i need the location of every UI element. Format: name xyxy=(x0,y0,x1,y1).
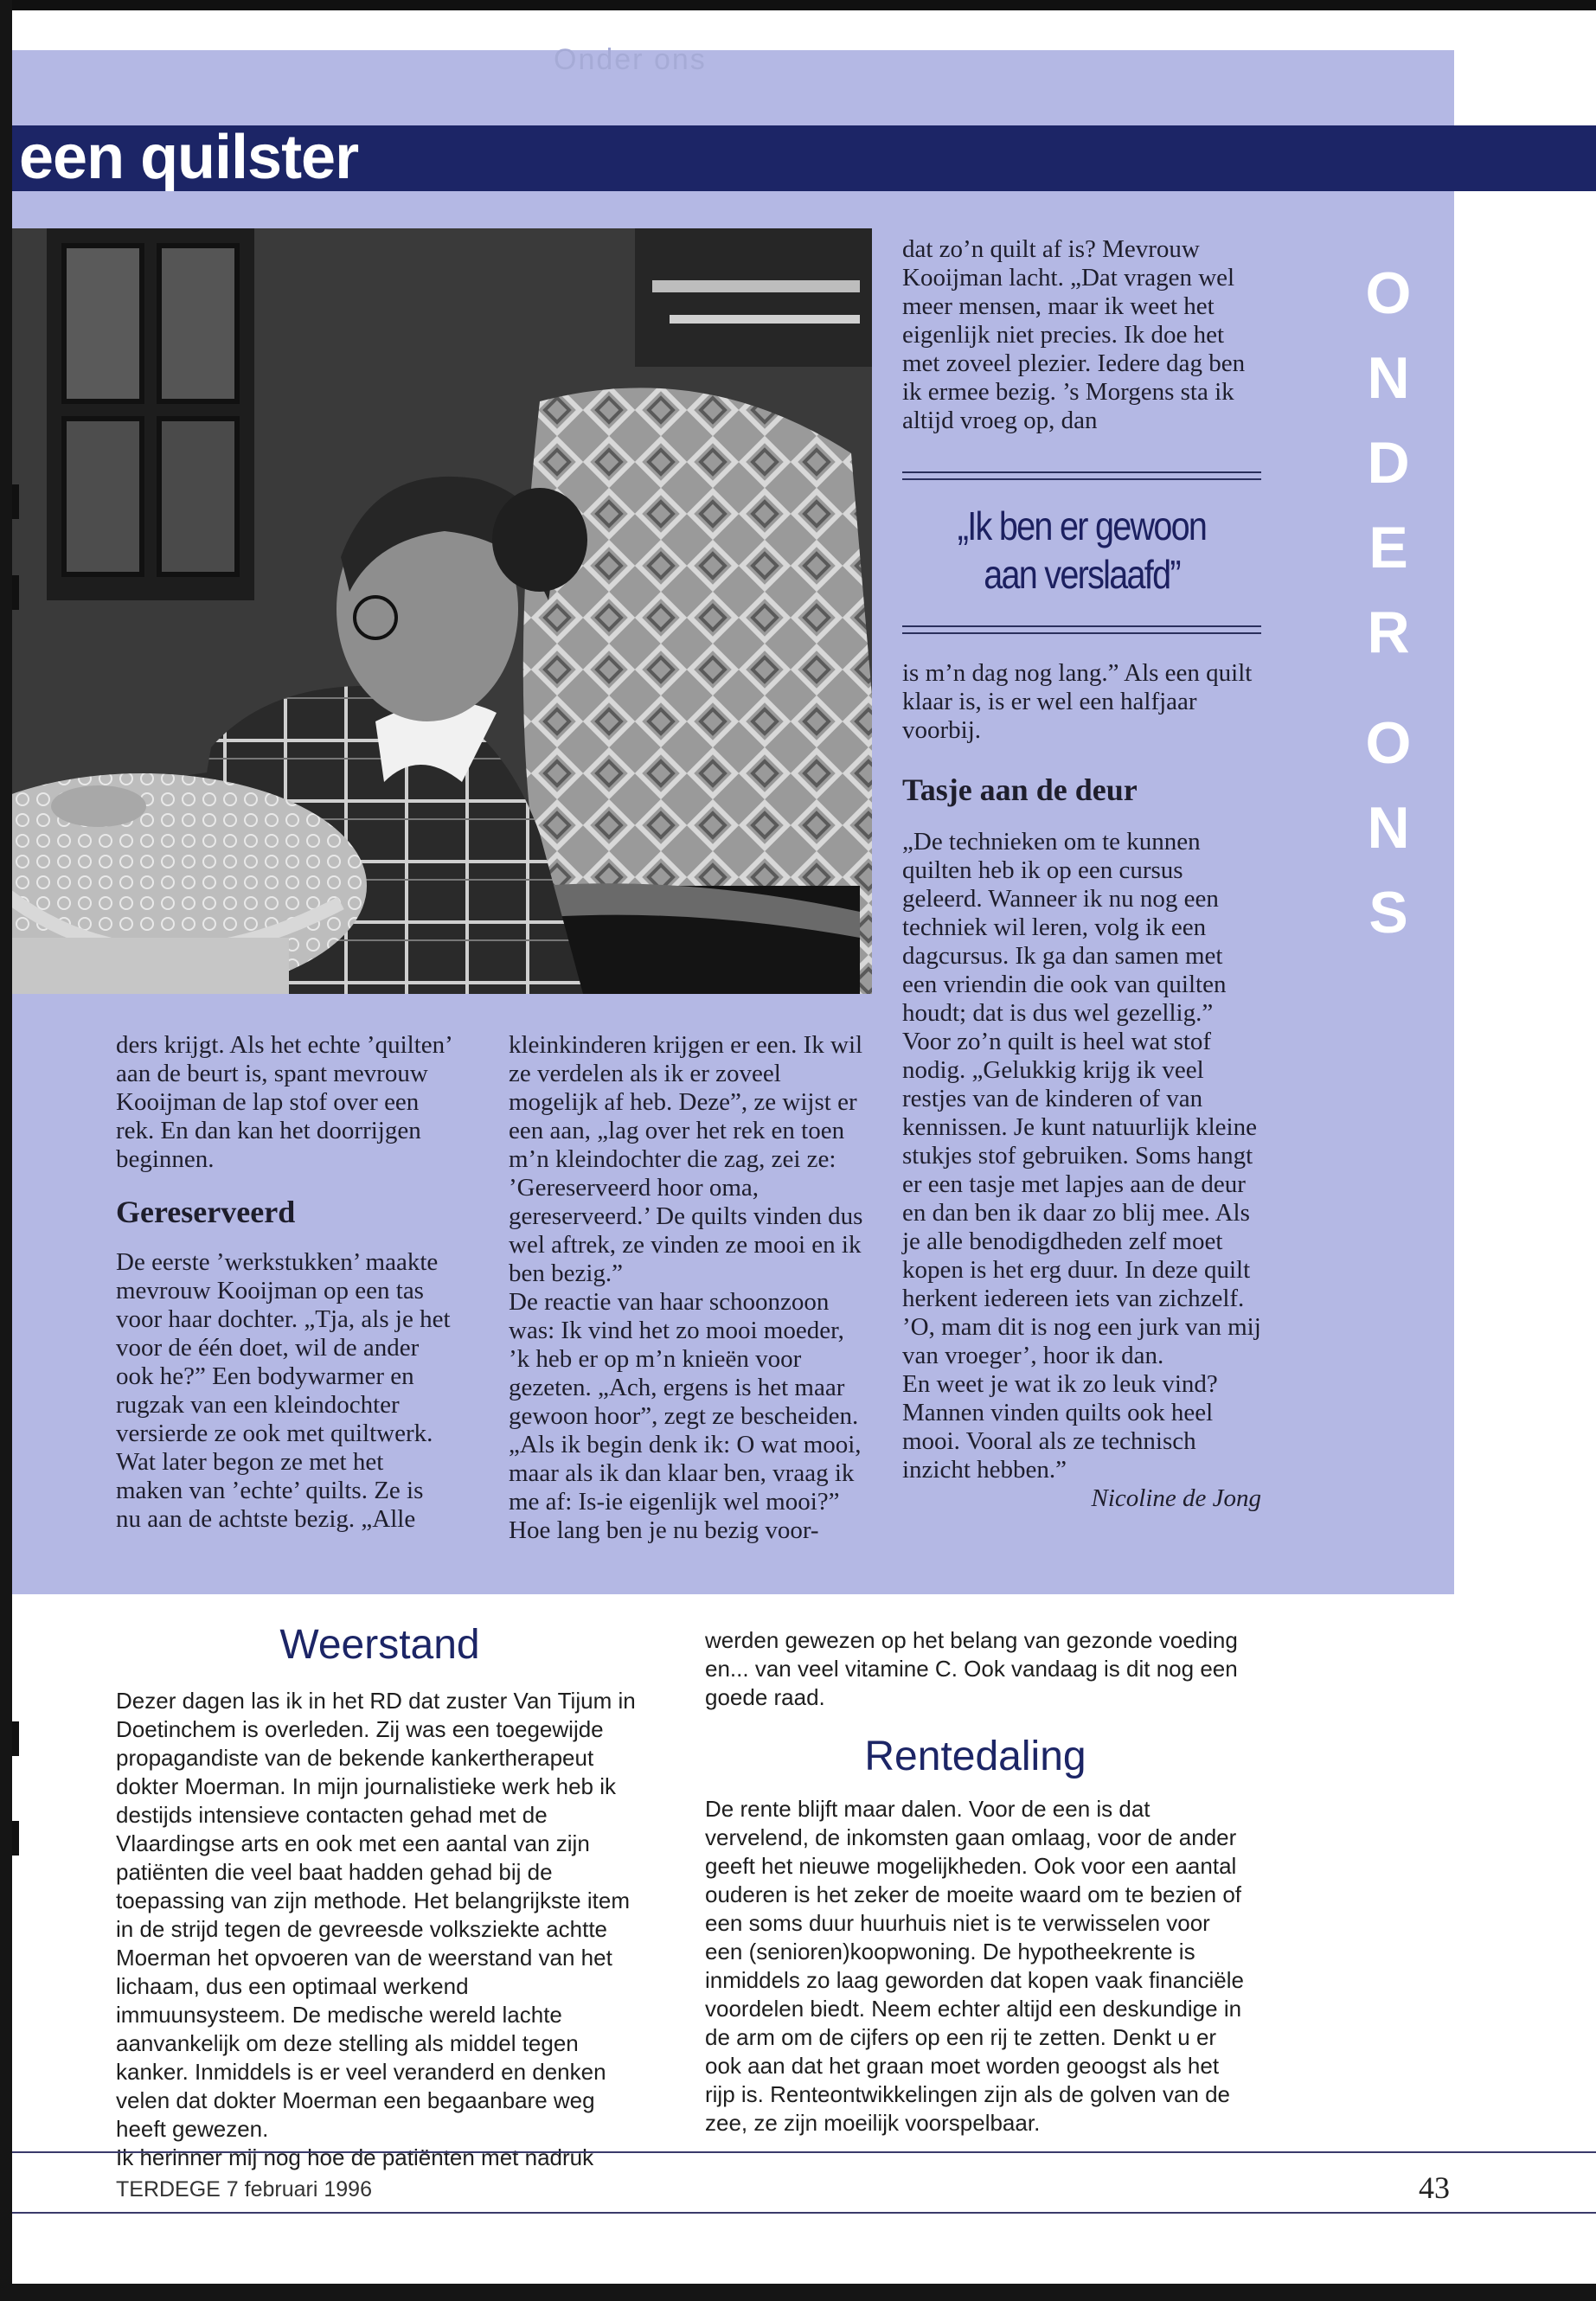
article-paragraph: Wat later begon ze met het maken van ’echte’ quilts. Ze is nu aan de achtste bezig. „Alle xyxy=(116,1448,424,1533)
section-label-letter: O xyxy=(1365,260,1412,326)
weerstand-paragraph: Ik herinner mij nog hoe de patiënten met nadruk xyxy=(116,2144,594,2170)
scan-edge-left xyxy=(0,0,12,2301)
article-paragraph: „De technieken om te kunnen quilten heb ik op een cursus geleerd. Wanneer ik nu nog een techniek wil leren, volg ik een dagcursus. Ik ga dan samen met een vriendin die ook van quilten houdt; dat is dus wel gezellig.” Voor zo’n quilt is heel wat stof nodig. „Gelukkig krijg ik veel restjes van de kinderen of van kennissen. Je kunt natuurlijk kleine stukjes stof gebruiken. Soms hangt er een tasje met lapjes aan de deur en dan ben ik daar zo blij mee. Als je alle benodigdheden zelf moet kopen is het erg duur. In deze quilt herkent iedereen iets van zichzelf. ’O, mam dit is nog een jurk van mij van vroeger’, hoor ik dan. xyxy=(902,828,1261,1369)
scan-edge-bottom xyxy=(0,2284,1596,2301)
weerstand-paragraph: Dezer dagen las ik in het RD dat zuster Van Tijum in Doetinchem is overleden. Zij was een toegewijde propagandiste van de bekende kankertherapeut dokter Moerman. In mijn journalistieke werk heb ik destijds intensieve contacten gehad met de Vlaardingse arts en ook met een aantal van zijn patiënten die veel baat hadden gehad bij de toepassing van zijn methode. Het belangrijkste item in de strijd tegen de gevreesde volksziekte achtte Moerman het opvoeren van de weerstand van het lichaam, dus een optimaal werkend immuunsysteem. De medische wereld lachte aanvankelijk om deze stelling als middel tegen kanker. Inmiddels is er veel veranderd en denken velen dat dokter Moerman een begaanbare weg heeft gewezen. xyxy=(116,1688,636,2142)
article-column-2 xyxy=(509,1031,868,1545)
photo-woman-quilting xyxy=(12,228,872,994)
pull-quote-rule xyxy=(902,471,1261,473)
scan-mark xyxy=(12,484,19,519)
scan-mark xyxy=(12,1721,19,1756)
rentedaling-paragraph: De rente blijft maar dalen. Voor de een is dat vervelend, de inkomsten gaan omlaag, voor de ander geeft het nieuwe mogelijkheden. Ook voor een aantal ouderen is het zeker de moeite waard om te bezien of een soms duur huurhuis niet is te verwisselen voor een (senioren)koopwoning. De hypotheekrente is inmiddels zo laag geworden dat kopen vaak financiële voordelen biedt. Neem echter altijd een deskundige in de arm om de cijfers op een rij te zetten. Denkt u er ook aan dat het graan moet worden geoogst als het rijp is. Renteontwikkelingen zijn als de golven van de zee, ze zijn moeilijk voorspelbaar. xyxy=(705,1796,1244,2136)
page-number: 43 xyxy=(1419,2170,1450,2205)
footer-rule xyxy=(12,2212,1596,2214)
bleed-through-text: Onder ons xyxy=(554,43,707,76)
article-paragraph: kleinkinderen krijgen er een. Ik wil ze verdelen als ik er zoveel mogelijk af heb. Deze”, ze wijst er een aan, „lag over het rek en toen m’n kleindochter die zag, zei ze: ’Gereserveerd hoor oma, gereserveerd.’ De quilts vinden dus wel aftrek, ze vinden ze mooi en ik ben bezig.” xyxy=(509,1031,863,1287)
subheading-gereserveerd: Gereserveerd xyxy=(116,1195,296,1229)
scan-edge-top xyxy=(0,0,1596,10)
section-label-letter: D xyxy=(1367,430,1410,496)
pull-quote-rule xyxy=(902,625,1261,627)
section-label-letter: R xyxy=(1367,599,1410,665)
pull-quote-text: „Ik ben er gewoon aan verslaafd” xyxy=(957,503,1207,597)
subheading-tasje: Tasje aan de deur xyxy=(902,772,1138,807)
section-label-gap xyxy=(1362,675,1414,701)
section-label-letter: O xyxy=(1365,710,1412,776)
article-paragraph: En weet je wat ik zo leuk vind? Mannen vinden quilts ook heel mooi. Vooral als ze technisch inzicht hebben.” xyxy=(902,1370,1218,1484)
footer-rule xyxy=(12,2151,1596,2153)
heading-weerstand: Weerstand xyxy=(279,1622,480,1668)
heading-rentedaling: Rentedaling xyxy=(864,1734,1086,1779)
article-paragraph: dat zo’n quilt af is? Mevrouw Kooijman lacht. „Dat vragen wel meer mensen, maar ik weet het eigenlijk niet precies. Ik doe het met zoveel plezier. Iedere dag ben ik ermee bezig. ’s Morgens sta ik altijd vroeg op, dan xyxy=(902,235,1246,434)
section-label-letter: S xyxy=(1368,880,1408,945)
article-paragraph: De eerste ’werkstukken’ maakte mevrouw Kooijman op een tas voor haar dochter. „Tja, als je het voor de één doet, wil de ander ook he?” Een bodywarmer en rugzak van een kleindochter versierde ze ook met quiltwerk. xyxy=(116,1248,451,1447)
footer-publication: TERDEGE 7 februari 1996 xyxy=(116,2177,372,2202)
photo-illustration xyxy=(12,228,872,994)
scan-mark xyxy=(12,1821,19,1856)
article-column-3-top xyxy=(902,235,1261,435)
column-weerstand xyxy=(116,1619,644,2172)
scan-mark xyxy=(12,575,19,610)
pull-quote xyxy=(902,471,1261,640)
pull-quote-rule xyxy=(902,478,1261,480)
article-title: een quilster xyxy=(19,123,359,192)
column-right xyxy=(705,1626,1246,2138)
section-label-letter: N xyxy=(1367,795,1410,861)
section-label-letter: N xyxy=(1367,345,1410,411)
author-byline: Nicoline de Jong xyxy=(1091,1484,1261,1512)
article-paragraph: Hoe lang ben je nu bezig voor- xyxy=(509,1516,819,1544)
article-column-1 xyxy=(116,1031,453,1534)
weerstand-continued: werden gewezen op het belang van gezonde voeding en... van veel vitamine C. Ook vandaag is dit nog een goede raad. xyxy=(705,1627,1238,1710)
pull-quote-rule xyxy=(902,632,1261,634)
section-label-letter: E xyxy=(1368,515,1408,580)
article-paragraph: De reactie van haar schoonzoon was: Ik vind het zo mooi moeder, ’k heb er op m’n knieën voor gezeten. „Ach, ergens is het maar gewoon hoor”, zegt ze bescheiden. „Als ik begin denk ik: O wat mooi, maar als ik dan klaar ben, vraag ik me af: Is-ie eigenlijk wel mooi?” xyxy=(509,1288,862,1516)
article-paragraph: is m’n dag nog lang.” Als een quilt klaar is, is er wel een halfjaar voorbij. xyxy=(902,659,1253,744)
article-column-3-bottom xyxy=(902,659,1261,1513)
article-paragraph: ders krijgt. Als het echte ’quilten’ aan de beurt is, spant mevrouw Kooijman de lap stof over een rek. En dan kan het doorrijgen beginnen. xyxy=(116,1031,452,1173)
section-label-onder-ons xyxy=(1362,251,1414,955)
